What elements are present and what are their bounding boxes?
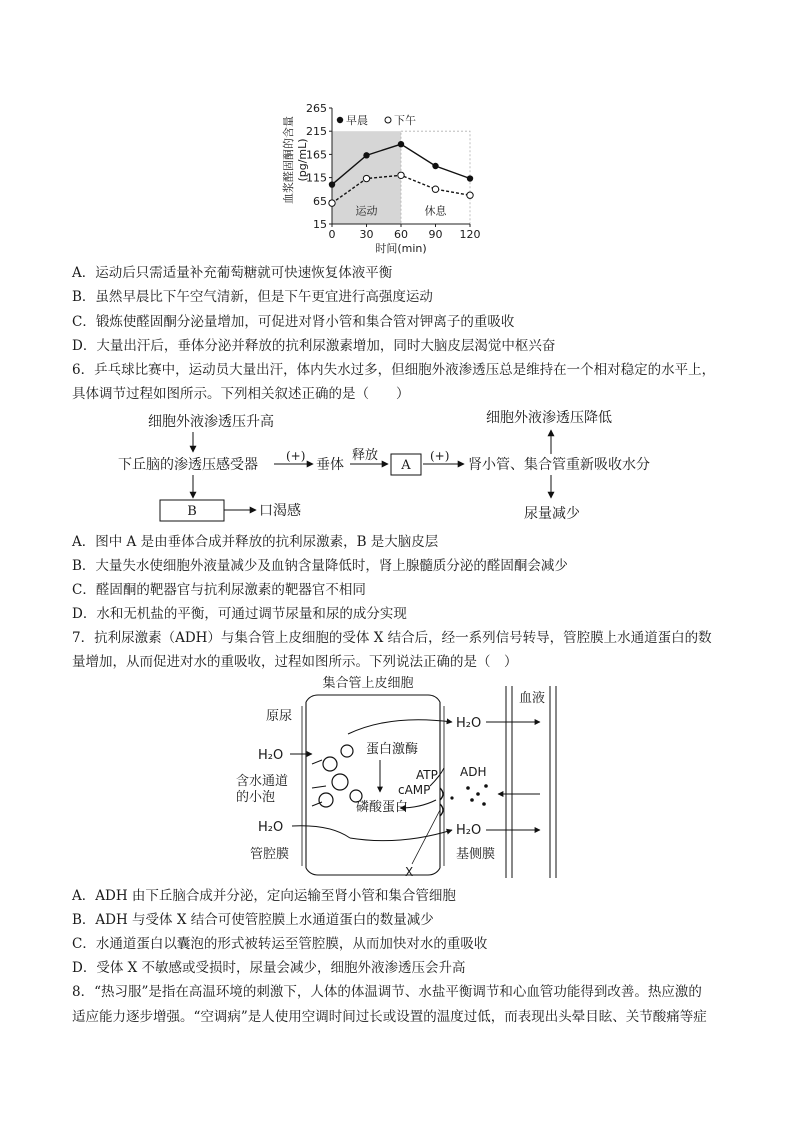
label-h2o-left-bottom: H₂O	[258, 820, 284, 835]
q8-line2: 适应能力逐步增强。“空调病”是人使用空调时间过长或设置的温度过低，而表现出头晕目眩、关节酸痛等症	[72, 1009, 707, 1025]
x-tick-label: 0	[328, 228, 336, 241]
q5-option-d: D．大量出汗后，垂体分泌并释放的抗利尿激素增加，同时大脑皮层渴觉中枢兴奋	[72, 338, 556, 354]
data-point-afternoon	[363, 175, 369, 181]
q6-option-c: C．醛固酮的靶器官与抗利尿激素的靶器官不相同	[72, 582, 366, 598]
label-pituitary: 垂体	[316, 457, 344, 473]
x-tick-label: 90	[428, 228, 443, 241]
region-label-exercise: 运动	[355, 204, 378, 218]
label-hypothalamus-receptor: 下丘脑的渗透压感受器	[118, 457, 258, 473]
label-kinase: 蛋白激酶	[366, 742, 419, 757]
box-b-label: B	[187, 504, 197, 519]
label-h2o-right-top: H₂O	[456, 716, 482, 731]
x-tick-label: 120	[459, 228, 481, 241]
aldosterone-line-chart	[270, 100, 490, 260]
label-plus-2: (+)	[430, 449, 450, 463]
legend-marker-morning	[337, 117, 343, 123]
data-point-afternoon	[329, 200, 335, 206]
legend-label-afternoon: 下午	[394, 114, 416, 127]
data-point-morning	[432, 163, 438, 169]
label-receptor-x: X	[405, 865, 414, 879]
label-h2o-left-top: H₂O	[258, 748, 284, 763]
label-apical-membrane: 管腔膜	[250, 847, 290, 862]
q6-option-a: A．图中 A 是由垂体合成并释放的抗利尿激素，B 是大脑皮层	[72, 534, 439, 550]
q5-option-b: B．虽然早晨比下午空气清新，但是下午更宜进行高强度运动	[72, 289, 433, 305]
y-tick-label: 15	[313, 218, 327, 231]
y-tick-label: 115	[306, 171, 327, 185]
label-vesicle-1: 含水通道	[236, 774, 289, 789]
q7-option-b: B．ADH 与受体 X 结合可使管腔膜上水通道蛋白的数量减少	[72, 912, 434, 928]
x-axis-label: 时间(min)	[375, 242, 427, 255]
label-kidney-reabsorb: 肾小管、集合管重新吸收水分	[468, 457, 650, 473]
q6-option-d: D．水和无机盐的平衡，可通过调节尿量和尿的成分实现	[72, 606, 407, 622]
y-axis-label: 血浆醛固酮的含量	[282, 116, 295, 204]
legend-label-morning: 早晨	[346, 114, 368, 127]
y-axis-unit: (pg/mL)	[296, 138, 309, 182]
label-urine-decrease: 尿量减少	[524, 506, 580, 522]
label-cell-title: 集合管上皮细胞	[322, 676, 414, 691]
q7-stem-line1: 7．抗利尿激素（ADH）与集合管上皮细胞的受体 X 结合后，经一系列信号转导，管腔膜上水通道蛋白的数	[72, 630, 712, 646]
label-release: 释放	[352, 448, 379, 463]
q8-line1: 8．“热习服”是指在高温环境的刺激下，人体的体温调节、水盐平衡调节和心血管功能得到改善。热应激的	[72, 984, 702, 1000]
q7-option-a: A．ADH 由下丘脑合成并分泌，定向运输至肾小管和集合管细胞	[72, 888, 456, 904]
label-adh: ADH	[460, 765, 487, 779]
q7-stem-line2: 量增加，从而促进对水的重吸收，过程如图所示。下列说法正确的是（ ）	[72, 654, 518, 670]
data-point-morning	[467, 175, 473, 181]
label-lumen: 原尿	[266, 709, 293, 724]
label-thirst: 口渴感	[259, 503, 301, 519]
x-tick-label: 30	[359, 228, 374, 241]
label-osmolarity-up: 细胞外液渗透压升高	[148, 414, 274, 430]
q6-stem-line2: 具体调节过程如图所示。下列相关叙述正确的是（ ）	[72, 386, 410, 402]
region-label-rest: 休息	[424, 204, 447, 218]
label-atp: ATP	[416, 768, 438, 782]
data-point-afternoon	[467, 192, 473, 198]
data-point-morning	[329, 181, 335, 187]
label-vesicle-2: 的小泡	[236, 790, 276, 805]
data-point-afternoon	[432, 186, 438, 192]
q7-option-c: C．水通道蛋白以囊泡的形式被转运至管腔膜，从而加快对水的重吸收	[72, 936, 488, 952]
x-tick-label: 60	[394, 228, 408, 241]
adh-molecules	[450, 784, 487, 806]
label-camp: cAMP	[398, 783, 431, 797]
label-h2o-right-bottom: H₂O	[456, 823, 482, 838]
data-point-afternoon	[398, 172, 404, 178]
osmoregulation-flow-diagram	[0, 400, 794, 530]
box-a-label: A	[401, 458, 411, 473]
vesicles	[319, 745, 362, 807]
label-osmolarity-down: 细胞外液渗透压降低	[486, 410, 612, 426]
label-plus-1: (+)	[286, 449, 306, 463]
q5-option-c: C．锻炼使醛固酮分泌量增加，可促进对肾小管和集合管对钾离子的重吸收	[72, 314, 515, 330]
q6-stem-line1: 6．乒乓球比赛中，运动员大量出汗，体内失水过多，但细胞外液渗透压总是维持在一个相对稳定的水平上，	[72, 362, 716, 378]
y-tick-label: 165	[306, 148, 327, 162]
q6-option-b: B．大量失水使细胞外液量减少及血钠含量降低时，肾上腺髓质分泌的醛固酮会减少	[72, 558, 568, 574]
label-blood: 血液	[518, 691, 546, 706]
label-basal-membrane: 基侧膜	[456, 847, 496, 862]
data-point-morning	[363, 152, 369, 158]
data-point-morning	[398, 141, 404, 147]
y-tick-label: 265	[306, 102, 327, 115]
adh-mechanism-diagram	[0, 668, 794, 884]
label-phosphoprotein: 磷酸蛋白	[356, 800, 409, 815]
q5-option-a: A．运动后只需适量补充葡萄糖就可快速恢复体液平衡	[72, 265, 393, 281]
legend-marker-afternoon	[385, 117, 391, 123]
q7-option-d: D．受体 X 不敏感或受损时，尿量会减少，细胞外液渗透压会升高	[72, 960, 466, 976]
y-tick-label: 215	[306, 125, 327, 139]
y-tick-label: 65	[313, 194, 327, 208]
